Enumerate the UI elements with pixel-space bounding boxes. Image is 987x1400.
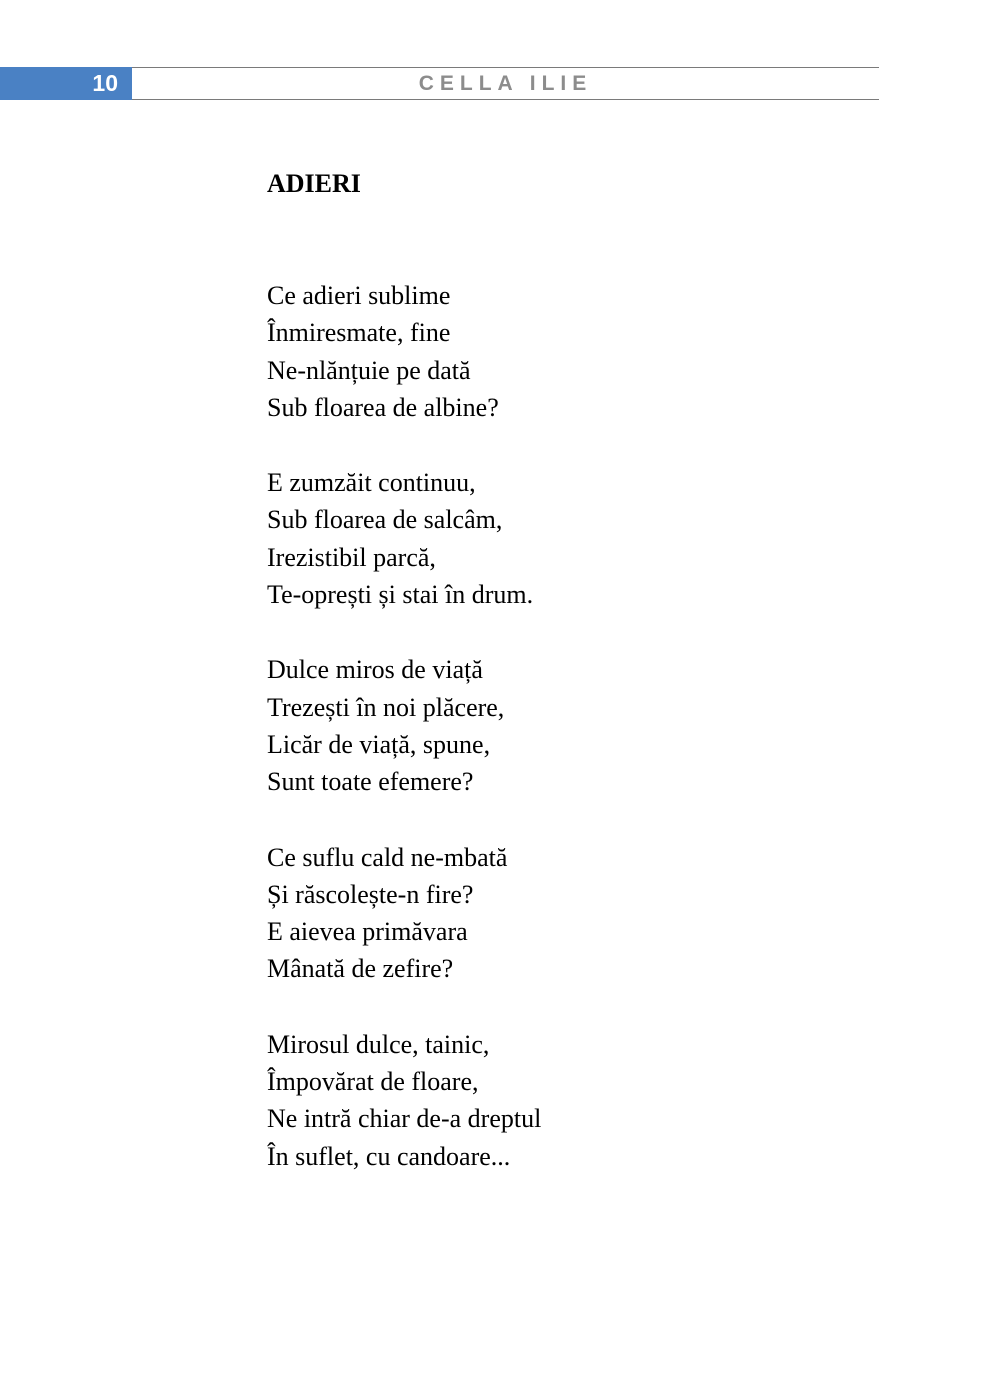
verse: Ce suflu cald ne-mbată (267, 842, 508, 872)
verse: Împovărat de floare, (267, 1067, 479, 1097)
verse: Irezistibil parcă, (267, 542, 436, 572)
stanza-2 (267, 464, 827, 613)
verse: Mânată de zefire? (267, 954, 454, 984)
verse: Ne intră chiar de-a dreptul (267, 1104, 542, 1134)
verse: Mirosul dulce, tainic, (267, 1029, 490, 1059)
verse: Ce adieri sublime (267, 281, 451, 310)
verse: Te-oprești și stai în drum. (267, 580, 534, 610)
page-number-text: 10 (92, 70, 118, 96)
verse: În suflet, cu candoare... (267, 1141, 511, 1171)
stanza-1 (267, 277, 827, 426)
running-header-author: CELLA ILIE (418, 71, 593, 95)
verse: E zumzăit continuu, (267, 468, 476, 498)
poem-body (267, 277, 827, 1213)
verse: Înmiresmate, fine (267, 318, 451, 348)
stanza-3 (267, 651, 827, 800)
verse: Sunt toate efemere? (267, 767, 474, 797)
verse: Ne-nlănțuie pe dată (267, 355, 471, 385)
verse: Licăr de viață, spune, (267, 729, 491, 759)
verse: Și răscolește-n fire? (267, 879, 474, 909)
verse: Dulce miros de viață (267, 655, 483, 685)
stanza-4 (267, 839, 827, 988)
verse: E aievea primăvara (267, 917, 468, 947)
verse: Sub floarea de albine? (267, 392, 499, 422)
verse: Trezești în noi plăcere, (267, 692, 505, 722)
verse: Sub floarea de salcâm, (267, 505, 503, 535)
page-number (0, 67, 132, 100)
stanza-5 (267, 1026, 827, 1175)
poem-title: ADIERI (267, 169, 361, 198)
